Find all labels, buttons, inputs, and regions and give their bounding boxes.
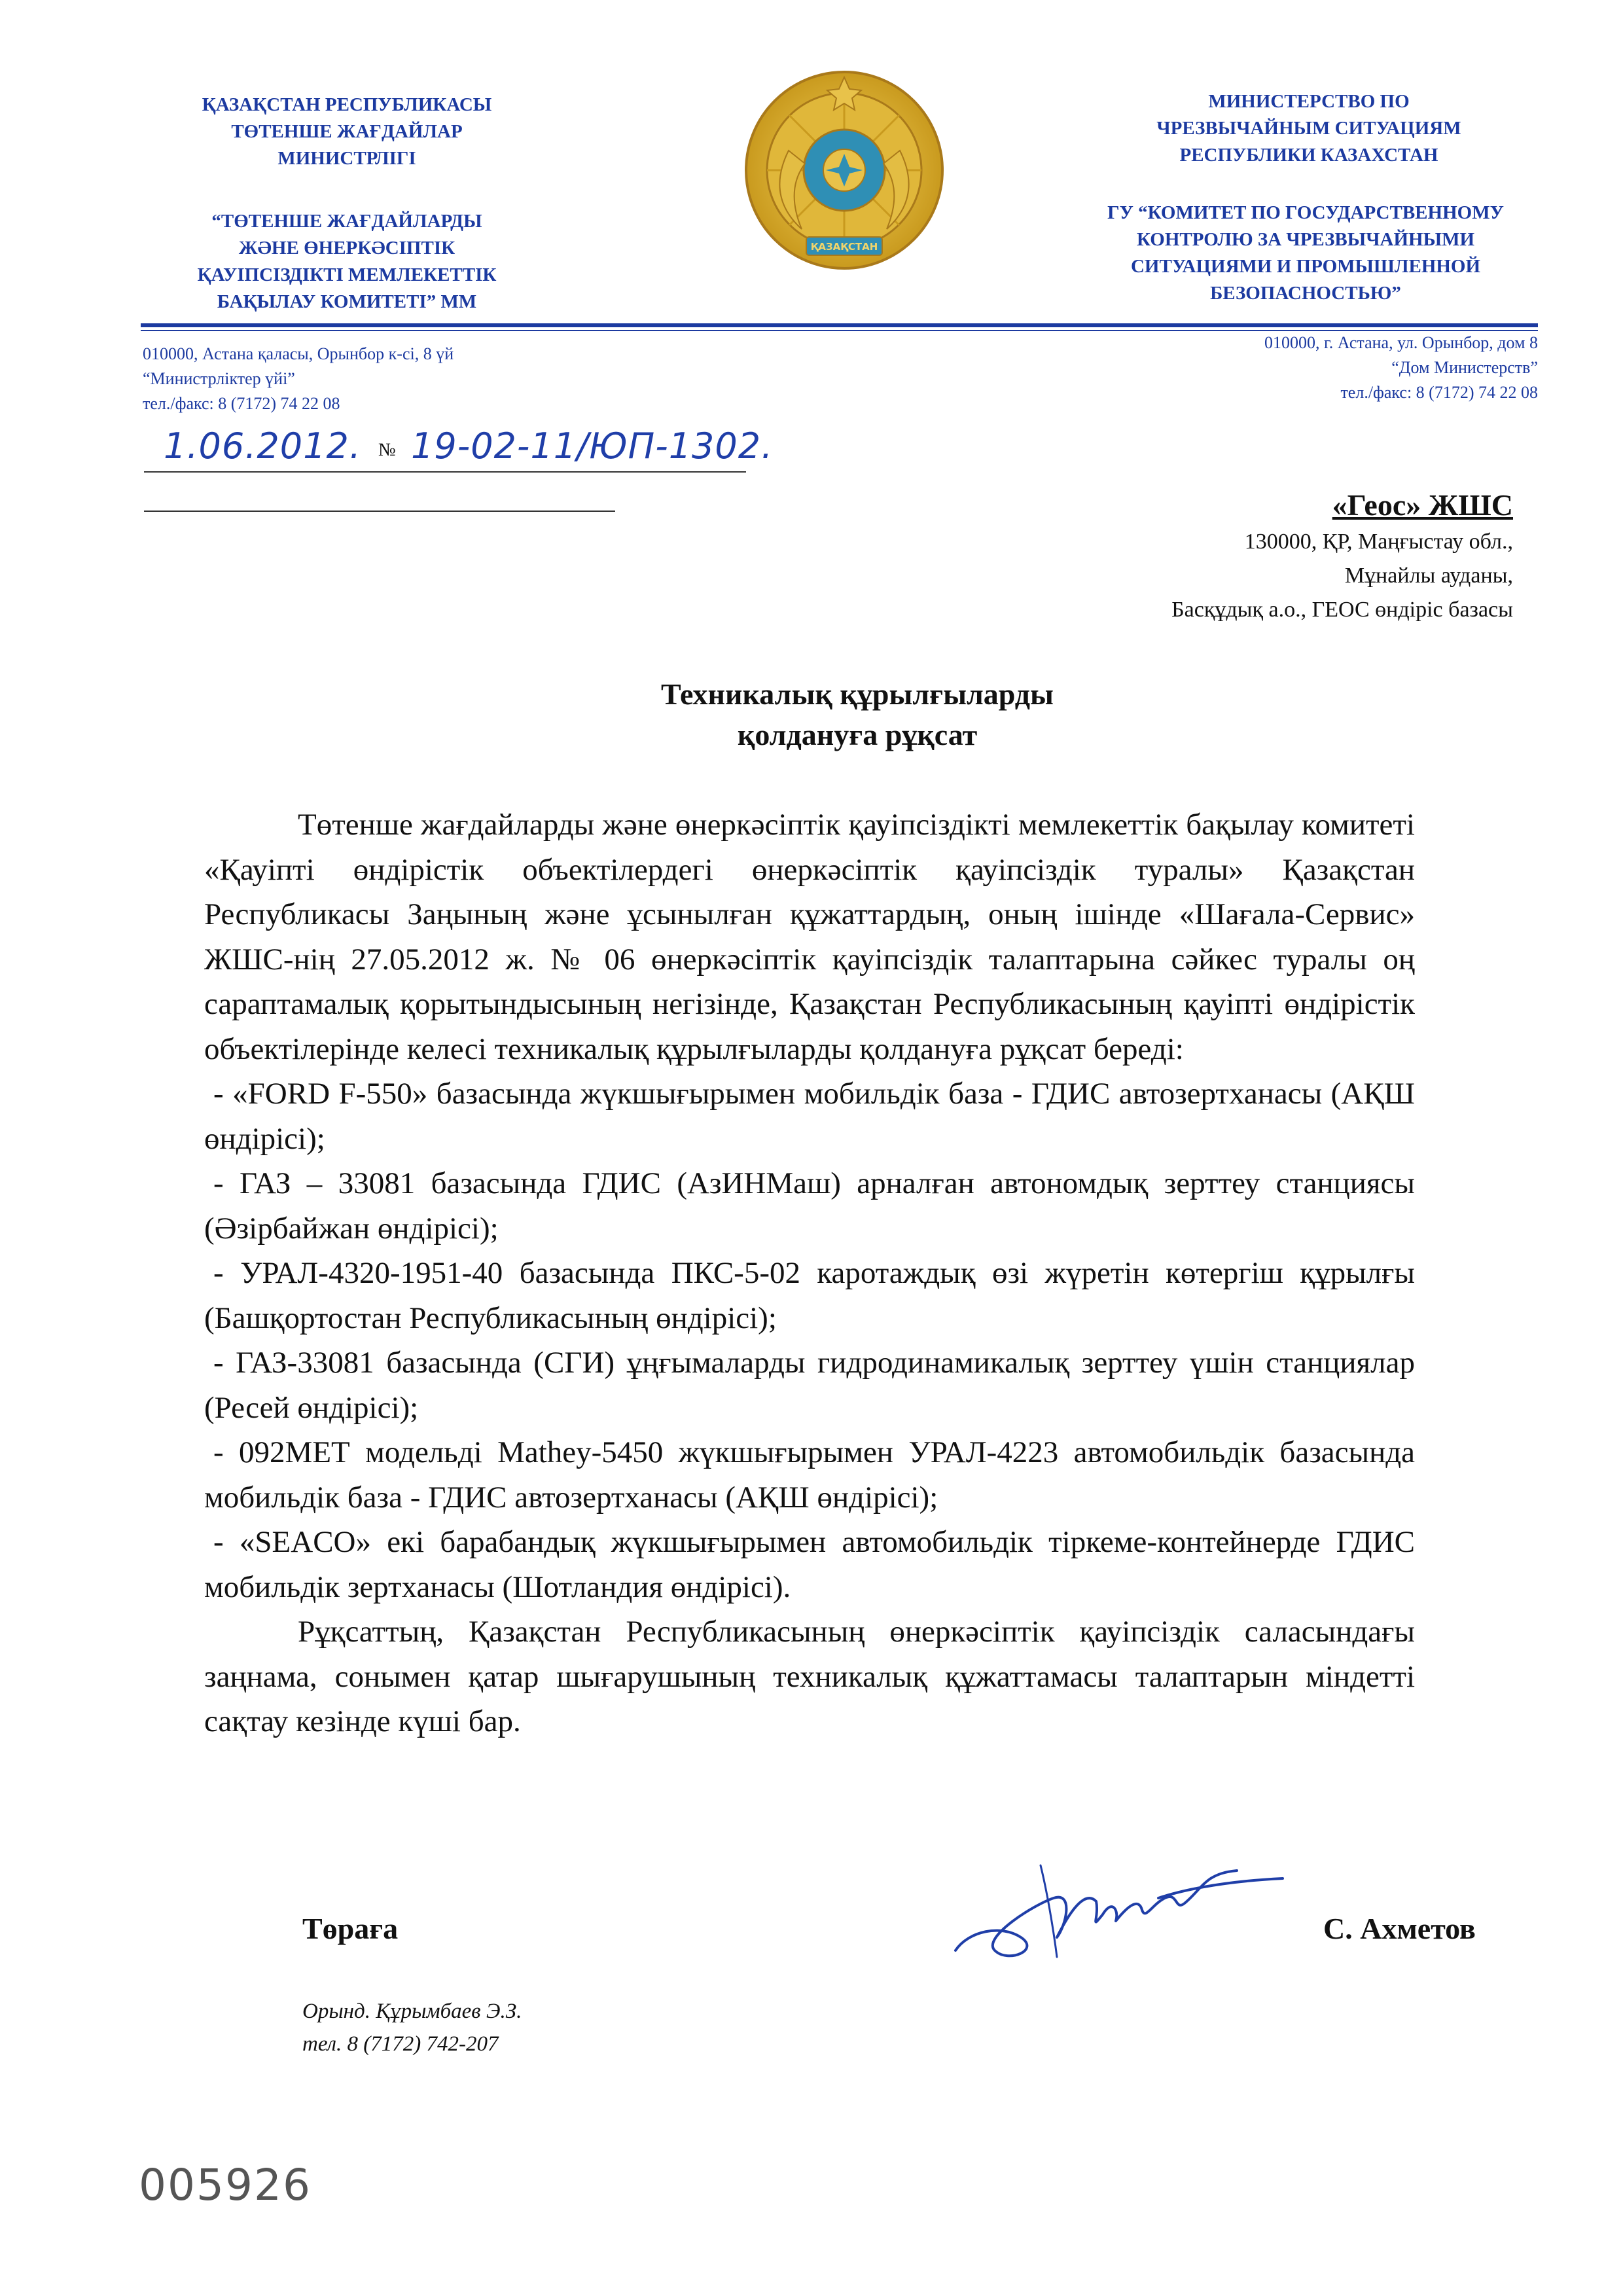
header-left-committee-line: “ТӨТЕНШЕ ЖАҒДАЙЛАРДЫ: [211, 211, 482, 232]
signatory-name: С. Ахметов: [1323, 1912, 1476, 1945]
document-serial-number: 005926: [139, 2160, 312, 2210]
recipient-address-line: Басқұдық а.о., ГЕОС өндіріс базасы: [1171, 598, 1513, 622]
registration-number-label: №: [378, 440, 396, 460]
header-left-ministry-line: МИНИСТРЛІГІ: [277, 148, 416, 169]
header-right-committee: [1047, 200, 1564, 307]
title-line: Техникалық құрылғыларды: [661, 677, 1054, 711]
emblem-label: ҚАЗАҚСТАН: [810, 241, 878, 253]
document-title: [288, 674, 1427, 755]
address-line: тел./факс: 8 (7172) 74 22 08: [143, 394, 340, 413]
equipment-item: - 092МЕТ модельді Mathey-5450 жүкшығырымен УРАЛ-4223 автомобильдік базасында мобильдік база - ГДИС автозертханасы (АҚШ өндірісі);: [204, 1435, 1415, 1515]
header-left-ministry-line: ТӨТЕНШЕ ЖАҒДАЙЛАР: [231, 121, 463, 142]
address-line: 010000, Астана қаласы, Орынбор к-сі, 8 үй: [143, 344, 454, 363]
header-left-ministry: [131, 92, 563, 172]
registration-date: 1.06.2012.: [164, 425, 361, 467]
header-right-committee-line: КОНТРОЛЮ ЗА ЧРЕЗВЫЧАЙНЫМИ: [1137, 229, 1474, 250]
address-line: “Министрліктер үйі”: [143, 369, 295, 388]
equipment-item: - «FORD F-550» базасында жүкшығырымен мобильдік база - ГДИС автозертханасы (АҚШ өндірісі);: [204, 1077, 1415, 1156]
header-divider: [141, 323, 1538, 327]
executor-block: [302, 1995, 522, 2060]
state-emblem: [740, 65, 949, 275]
signature-icon: [942, 1852, 1296, 1977]
document-body: [204, 802, 1415, 1744]
registration-line: [151, 425, 774, 478]
executor-name: Орынд. Құрымбаев Э.З.: [302, 2000, 522, 2023]
registration-second-line: [144, 511, 615, 512]
recipient-address-line: Мұнайлы ауданы,: [1344, 564, 1513, 588]
header-right-committee-line: БЕЗОПАСНОСТЬЮ”: [1210, 283, 1401, 304]
address-line: “Дом Министерств”: [1391, 358, 1538, 377]
left-address: [143, 342, 454, 416]
header-right-committee-line: СИТУАЦИЯМИ И ПРОМЫШЛЕННОЙ: [1130, 256, 1481, 277]
signatory-position: Төраға: [302, 1912, 399, 1945]
registration-number: 19-02-11/ЮП-1302.: [411, 425, 774, 467]
equipment-item: - ГАЗ – 33081 базасында ГДИС (АзИНМаш) арналған автономдық зерттеу станциясы (Әзірбайжан өндірісі);: [204, 1166, 1415, 1246]
recipient-address-line: 130000, ҚР, Маңғыстау обл.,: [1244, 529, 1513, 554]
body-closing-paragraph: Рұқсаттың, Қазақстан Республикасының өнеркәсіптік қауіпсіздік саласындағы заңнама, сонымен қатар шығарушының техникалық құжаттамасы талаптарын міндетті сақтау кезінде күші бар.: [204, 1615, 1415, 1738]
header-right-committee-line: ГУ “КОМИТЕТ ПО ГОСУДАРСТВЕННОМУ: [1107, 202, 1504, 223]
header-left-committee: [131, 208, 563, 315]
header-left-ministry-line: ҚАЗАҚСТАН РЕСПУБЛИКАСЫ: [202, 94, 492, 115]
header-left-committee-line: ҚАУІПСІЗДІКТІ МЕМЛЕКЕТТІК: [197, 264, 497, 285]
body-intro-paragraph: Төтенше жағдайларды және өнеркәсіптік қауіпсіздікті мемлекеттік бақылау комитеті «Қауіпті өндірістік объектілердегі өнеркәсіптік қауіпсіздік туралы» Қазақстан Республикасы Заңының және ұсынылған құжаттардың, оның ішінде «Шағала-Сервис» ЖШС-нің 27.05.2012 ж. № 06 өнеркәсіптік қауіпсіздік талаптарына сәйкес туралы оң сараптамалық қорытындысының негізінде, Қазақстан Республикасының қауіпті өндірістік объектілерінде келесі техникалық құрылғыларды қолдануға рұқсат береді:: [204, 808, 1415, 1066]
executor-phone: тел. 8 (7172) 742-207: [302, 2032, 499, 2056]
header-left-committee-line: ЖӘНЕ ӨНЕРКӘСІПТІК: [238, 238, 455, 259]
header-right-ministry-line: ЧРЕЗВЫЧАЙНЫМ СИТУАЦИЯМ: [1156, 118, 1461, 139]
recipient-block: [1171, 486, 1513, 627]
handwritten-signature: [942, 1852, 1296, 1977]
equipment-item: - УРАЛ-4320-1951-40 базасында ПКС-5-02 каротаждық өзі жүретін көтергіш құрылғы (Башқортостан Республикасының өндірісі);: [204, 1256, 1415, 1335]
state-emblem-icon: [740, 65, 949, 275]
address-line: тел./факс: 8 (7172) 74 22 08: [1340, 383, 1538, 402]
equipment-item: - ГАЗ-33081 базасында (СГИ) ұңғымаларды гидродинамикалық зерттеу үшін станциялар (Ресей өндірісі);: [204, 1346, 1415, 1425]
equipment-item: - «SEACO» екі барабандық жүкшығырымен автомобильдік тіркеме-контейнерде ГДИС мобильдік зертханасы (Шотландия өндірісі).: [204, 1525, 1415, 1604]
header-right-ministry: [1086, 88, 1531, 169]
title-line: қолдануға рұқсат: [737, 718, 978, 751]
address-line: 010000, г. Астана, ул. Орынбор, дом 8: [1264, 333, 1538, 352]
header-right-ministry-line: МИНИСТЕРСТВО ПО: [1208, 91, 1410, 112]
right-address: [1264, 331, 1538, 405]
recipient-name: «Геос» ЖШС: [1332, 488, 1513, 522]
header-right-ministry-line: РЕСПУБЛИКИ КАЗАХСТАН: [1179, 145, 1438, 166]
header-left-committee-line: БАҚЫЛАУ КОМИТЕТІ” ММ: [217, 291, 477, 312]
registration-underline: [144, 471, 746, 473]
